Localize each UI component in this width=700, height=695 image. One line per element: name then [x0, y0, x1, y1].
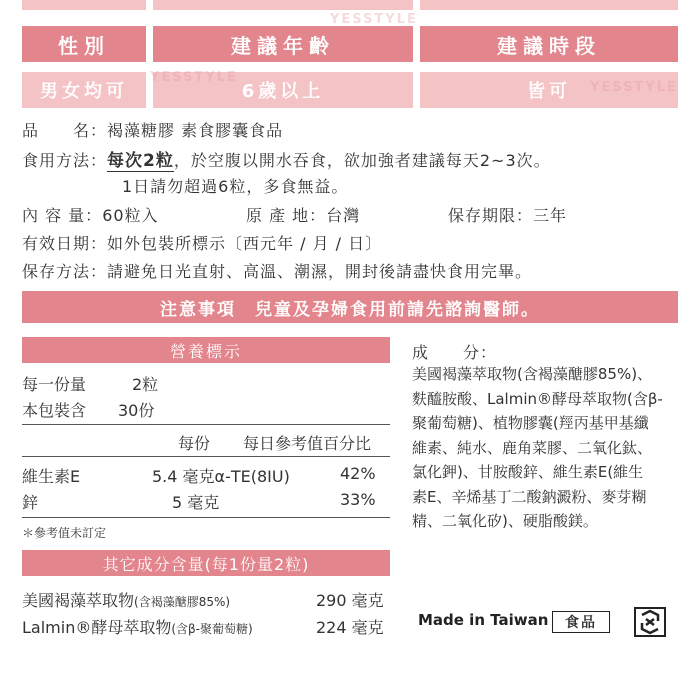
other-amount: 290 毫克	[316, 591, 384, 610]
usage-line-2-text: 1日請勿超過6粒，多食無益。	[122, 177, 349, 196]
watermark: YESSTYLE	[590, 80, 678, 95]
servings-value: 30份	[118, 401, 155, 420]
nutrient-amount: 5 毫克	[172, 493, 220, 512]
product-name-line	[22, 118, 283, 141]
other-note: (含β-聚葡萄糖)	[171, 622, 253, 636]
other-name: Lalmin®酵母萃取物	[22, 618, 172, 637]
daily-ref-header: 每日參考值百分比	[243, 434, 372, 453]
other-note: (含褐藻醣膠85%)	[134, 595, 231, 609]
nutrition-footnote: ＊參考值未訂定	[22, 526, 107, 540]
serving-size-label: 每一份量	[22, 375, 87, 394]
usage-emphasis: 每次2粒	[107, 151, 174, 171]
product-name-value: 褐藻糖膠 素食膠囊食品	[107, 121, 284, 140]
value-gender: 男女均可	[22, 72, 146, 108]
expiry-line	[22, 231, 382, 254]
watermark: YESSTYLE	[150, 70, 238, 85]
other-name: 美國褐藻萃取物	[22, 591, 135, 610]
nutrient-amount: 5.4 毫克α-TE(8IU)	[152, 467, 290, 486]
header-gender: 性別	[22, 26, 146, 62]
ingredients-line: 美國褐藻萃取物(含褐藻醣膠85%)、	[412, 365, 653, 383]
nutrient-percent: 42%	[340, 464, 376, 483]
usage-label: 食用方法：	[22, 151, 108, 170]
value-age: 6歲以上	[153, 72, 413, 108]
other-ingredients-title: 其它成分含量(每1份量2粒)	[22, 550, 390, 576]
other-amount: 224 毫克	[316, 618, 384, 637]
made-in-label: Made in Taiwan	[418, 611, 549, 629]
ingredients-line: 素E、辛烯基丁二酸鈉澱粉、麥芽糊	[412, 487, 647, 506]
storage-line	[22, 259, 532, 282]
content-value: 60粒入	[102, 206, 159, 225]
nutrition-rule	[22, 456, 390, 457]
storage-label: 保存方法：	[22, 262, 108, 281]
value-time: 皆可	[420, 72, 678, 108]
recycle-icon	[634, 607, 666, 637]
top-strip-1	[22, 0, 146, 10]
ingredients-line: 聚葡萄糖)、植物膠囊(羥丙基甲基纖	[412, 414, 649, 432]
nutrition-title: 營養標示	[22, 337, 390, 363]
origin-line	[246, 203, 360, 226]
ingredients-line: 精、二氧化矽)、硬脂酸鎂。	[412, 512, 598, 530]
ingredients-line: 麩醯胺酸、Lalmin®酵母萃取物(含β-	[412, 389, 663, 408]
origin-label: 原 產 地：	[246, 206, 327, 225]
other-row	[22, 615, 253, 638]
content-line	[22, 203, 159, 226]
nutrient-name: 鋅	[22, 493, 39, 512]
top-strip-2	[153, 0, 413, 10]
usage-line-2	[122, 174, 348, 197]
food-category-badge: 食品	[552, 611, 610, 633]
header-age: 建議年齡	[153, 26, 413, 62]
ingredients-text	[412, 362, 682, 534]
product-name-label: 品 名：	[22, 121, 108, 140]
nutrition-rule	[22, 517, 390, 518]
storage-value: 請避免日光直射、高溫、潮濕，開封後請盡快食用完畢。	[107, 262, 533, 281]
usage-value: ，於空腹以開水吞食，欲加強者建議每天2~3次。	[173, 151, 551, 170]
ingredients-label: 成 分：	[412, 343, 498, 362]
header-time: 建議時段	[420, 26, 678, 62]
nutrition-rule	[22, 424, 390, 425]
nutrient-percent: 33%	[340, 490, 376, 509]
shelf-life-line	[448, 203, 567, 226]
expiry-value: 如外包裝所標示〔西元年 / 月 / 日〕	[107, 234, 383, 253]
shelf-life-label: 保存期限：	[448, 206, 534, 225]
shelf-life-value: 三年	[533, 206, 568, 225]
usage-line	[22, 146, 551, 171]
notice-banner: 注意事項 兒童及孕婦食用前請先諮詢醫師。	[22, 291, 678, 323]
top-strip-3	[420, 0, 678, 10]
content-label: 內 容 量：	[22, 206, 103, 225]
watermark: YESSTYLE	[330, 12, 418, 27]
servings-label: 本包裝含	[22, 401, 87, 420]
ingredients-line: 氯化鉀)、甘胺酸鋅、維生素E(維生	[412, 463, 644, 481]
nutrient-name: 維生素E	[22, 467, 81, 486]
ingredients-line: 維素、純水、鹿角菜膠、二氧化鈦、	[412, 438, 653, 457]
per-serving-header: 每份	[178, 434, 211, 453]
other-row	[22, 588, 230, 611]
expiry-label: 有效日期：	[22, 234, 108, 253]
origin-value: 台灣	[326, 206, 361, 225]
serving-size-value: 2粒	[132, 375, 159, 394]
